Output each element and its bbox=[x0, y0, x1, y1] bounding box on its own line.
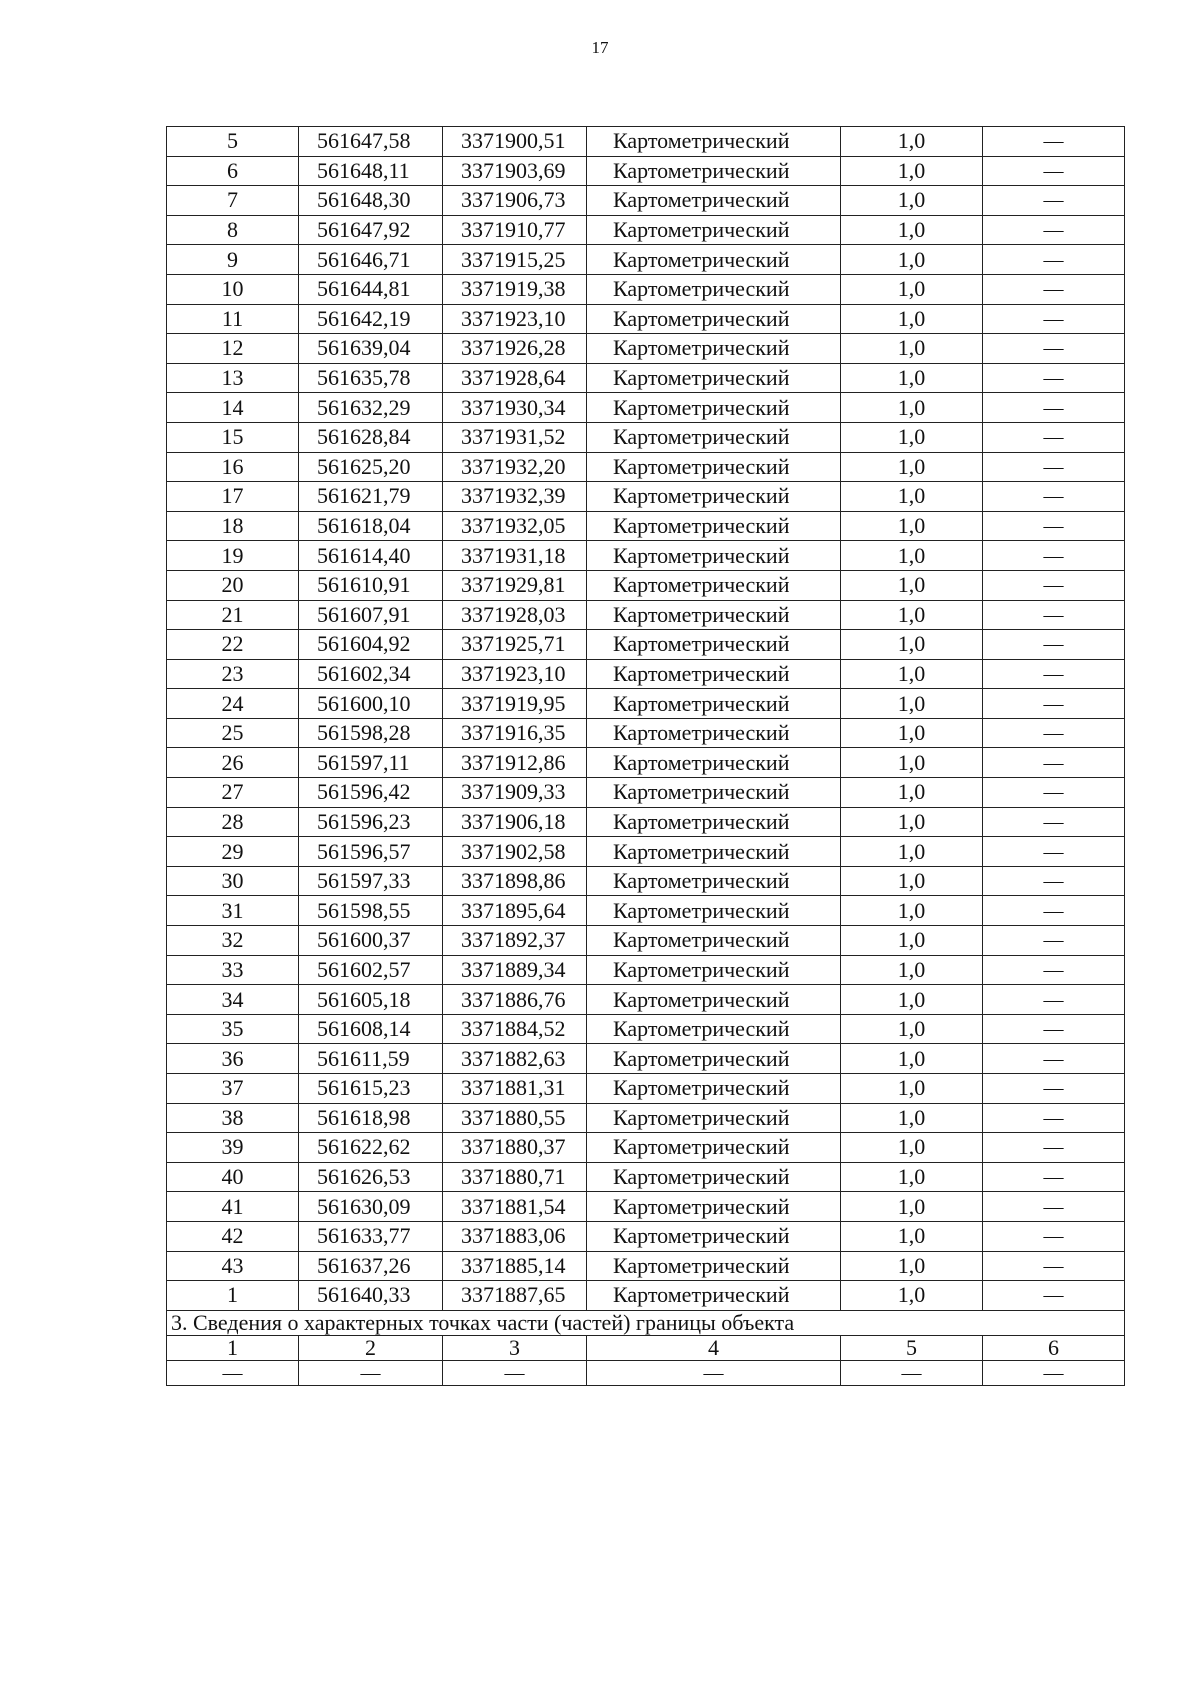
accuracy-cell: 1,0 bbox=[841, 659, 983, 689]
table-row bbox=[167, 334, 1125, 364]
y-coordinate-cell: 3371929,81 bbox=[443, 570, 587, 600]
accuracy-cell: 1,0 bbox=[841, 1044, 983, 1074]
point-number-cell: 26 bbox=[167, 748, 299, 778]
table-row bbox=[167, 304, 1125, 334]
table-row bbox=[167, 541, 1125, 571]
table-row bbox=[167, 274, 1125, 304]
note-cell: — bbox=[983, 393, 1125, 423]
table-row bbox=[167, 748, 1125, 778]
y-coordinate-cell: 3371909,33 bbox=[443, 778, 587, 808]
table-row bbox=[167, 1162, 1125, 1192]
y-coordinate-cell: 3371931,52 bbox=[443, 422, 587, 452]
y-coordinate-cell: 3371925,71 bbox=[443, 630, 587, 660]
column-number-cell: 3 bbox=[443, 1335, 587, 1360]
table-row bbox=[167, 1103, 1125, 1133]
y-coordinate-cell: 3371882,63 bbox=[443, 1044, 587, 1074]
note-cell: — bbox=[983, 1044, 1125, 1074]
note-cell: — bbox=[983, 985, 1125, 1015]
y-coordinate-cell: 3371928,64 bbox=[443, 363, 587, 393]
point-number-cell: 40 bbox=[167, 1162, 299, 1192]
empty-cell: — bbox=[443, 1360, 587, 1385]
note-cell: — bbox=[983, 363, 1125, 393]
table-row bbox=[167, 452, 1125, 482]
x-coordinate-cell: 561600,10 bbox=[299, 689, 443, 719]
note-cell: — bbox=[983, 482, 1125, 512]
table-row bbox=[167, 186, 1125, 216]
method-cell: Картометрический bbox=[587, 926, 841, 956]
point-number-cell: 9 bbox=[167, 245, 299, 275]
y-coordinate-cell: 3371930,34 bbox=[443, 393, 587, 423]
note-cell: — bbox=[983, 541, 1125, 571]
method-cell: Картометрический bbox=[587, 215, 841, 245]
table-row bbox=[167, 1281, 1125, 1311]
table-row bbox=[167, 1192, 1125, 1222]
note-cell: — bbox=[983, 1221, 1125, 1251]
column-number-cell: 4 bbox=[587, 1335, 841, 1360]
accuracy-cell: 1,0 bbox=[841, 215, 983, 245]
method-cell: Картометрический bbox=[587, 541, 841, 571]
x-coordinate-cell: 561639,04 bbox=[299, 334, 443, 364]
method-cell: Картометрический bbox=[587, 1251, 841, 1281]
point-number-cell: 17 bbox=[167, 482, 299, 512]
accuracy-cell: 1,0 bbox=[841, 245, 983, 275]
accuracy-cell: 1,0 bbox=[841, 1074, 983, 1104]
point-number-cell: 24 bbox=[167, 689, 299, 719]
point-number-cell: 13 bbox=[167, 363, 299, 393]
method-cell: Картометрический bbox=[587, 1133, 841, 1163]
x-coordinate-cell: 561610,91 bbox=[299, 570, 443, 600]
method-cell: Картометрический bbox=[587, 1103, 841, 1133]
table-row bbox=[167, 422, 1125, 452]
x-coordinate-cell: 561621,79 bbox=[299, 482, 443, 512]
empty-cell: — bbox=[983, 1360, 1125, 1385]
note-cell: — bbox=[983, 630, 1125, 660]
note-cell: — bbox=[983, 1281, 1125, 1311]
note-cell: — bbox=[983, 334, 1125, 364]
accuracy-cell: 1,0 bbox=[841, 896, 983, 926]
x-coordinate-cell: 561633,77 bbox=[299, 1221, 443, 1251]
accuracy-cell: 1,0 bbox=[841, 630, 983, 660]
point-number-cell: 32 bbox=[167, 926, 299, 956]
method-cell: Картометрический bbox=[587, 482, 841, 512]
note-cell: — bbox=[983, 570, 1125, 600]
y-coordinate-cell: 3371906,18 bbox=[443, 807, 587, 837]
empty-cell: — bbox=[587, 1360, 841, 1385]
method-cell: Картометрический bbox=[587, 156, 841, 186]
point-number-cell: 42 bbox=[167, 1221, 299, 1251]
x-coordinate-cell: 561622,62 bbox=[299, 1133, 443, 1163]
point-number-cell: 12 bbox=[167, 334, 299, 364]
method-cell: Картометрический bbox=[587, 1162, 841, 1192]
x-coordinate-cell: 561644,81 bbox=[299, 274, 443, 304]
point-number-cell: 28 bbox=[167, 807, 299, 837]
note-cell: — bbox=[983, 748, 1125, 778]
coordinates-table bbox=[166, 126, 1125, 1386]
accuracy-cell: 1,0 bbox=[841, 718, 983, 748]
accuracy-cell: 1,0 bbox=[841, 866, 983, 896]
note-cell: — bbox=[983, 1192, 1125, 1222]
note-cell: — bbox=[983, 511, 1125, 541]
table-row bbox=[167, 1074, 1125, 1104]
note-cell: — bbox=[983, 274, 1125, 304]
x-coordinate-cell: 561600,37 bbox=[299, 926, 443, 956]
method-cell: Картометрический bbox=[587, 689, 841, 719]
x-coordinate-cell: 561632,29 bbox=[299, 393, 443, 423]
accuracy-cell: 1,0 bbox=[841, 1281, 983, 1311]
note-cell: — bbox=[983, 1133, 1125, 1163]
empty-cell: — bbox=[841, 1360, 983, 1385]
point-number-cell: 31 bbox=[167, 896, 299, 926]
table-row bbox=[167, 896, 1125, 926]
x-coordinate-cell: 561615,23 bbox=[299, 1074, 443, 1104]
x-coordinate-cell: 561637,26 bbox=[299, 1251, 443, 1281]
accuracy-cell: 1,0 bbox=[841, 1133, 983, 1163]
x-coordinate-cell: 561597,11 bbox=[299, 748, 443, 778]
accuracy-cell: 1,0 bbox=[841, 837, 983, 867]
note-cell: — bbox=[983, 1103, 1125, 1133]
y-coordinate-cell: 3371928,03 bbox=[443, 600, 587, 630]
x-coordinate-cell: 561626,53 bbox=[299, 1162, 443, 1192]
accuracy-cell: 1,0 bbox=[841, 1103, 983, 1133]
method-cell: Картометрический bbox=[587, 393, 841, 423]
y-coordinate-cell: 3371880,55 bbox=[443, 1103, 587, 1133]
x-coordinate-cell: 561635,78 bbox=[299, 363, 443, 393]
point-number-cell: 11 bbox=[167, 304, 299, 334]
y-coordinate-cell: 3371886,76 bbox=[443, 985, 587, 1015]
accuracy-cell: 1,0 bbox=[841, 452, 983, 482]
y-coordinate-cell: 3371885,14 bbox=[443, 1251, 587, 1281]
y-coordinate-cell: 3371919,95 bbox=[443, 689, 587, 719]
note-cell: — bbox=[983, 837, 1125, 867]
x-coordinate-cell: 561598,28 bbox=[299, 718, 443, 748]
x-coordinate-cell: 561647,58 bbox=[299, 127, 443, 157]
point-number-cell: 20 bbox=[167, 570, 299, 600]
point-number-cell: 14 bbox=[167, 393, 299, 423]
point-number-cell: 43 bbox=[167, 1251, 299, 1281]
method-cell: Картометрический bbox=[587, 127, 841, 157]
point-number-cell: 10 bbox=[167, 274, 299, 304]
table-row bbox=[167, 215, 1125, 245]
accuracy-cell: 1,0 bbox=[841, 985, 983, 1015]
accuracy-cell: 1,0 bbox=[841, 1014, 983, 1044]
y-coordinate-cell: 3371926,28 bbox=[443, 334, 587, 364]
table-row bbox=[167, 1014, 1125, 1044]
note-cell: — bbox=[983, 186, 1125, 216]
y-coordinate-cell: 3371923,10 bbox=[443, 659, 587, 689]
note-cell: — bbox=[983, 718, 1125, 748]
x-coordinate-cell: 561648,11 bbox=[299, 156, 443, 186]
method-cell: Картометрический bbox=[587, 570, 841, 600]
accuracy-cell: 1,0 bbox=[841, 1192, 983, 1222]
accuracy-cell: 1,0 bbox=[841, 748, 983, 778]
note-cell: — bbox=[983, 127, 1125, 157]
point-number-cell: 8 bbox=[167, 215, 299, 245]
table-row bbox=[167, 570, 1125, 600]
point-number-cell: 6 bbox=[167, 156, 299, 186]
point-number-cell: 34 bbox=[167, 985, 299, 1015]
accuracy-cell: 1,0 bbox=[841, 1221, 983, 1251]
x-coordinate-cell: 561630,09 bbox=[299, 1192, 443, 1222]
method-cell: Картометрический bbox=[587, 511, 841, 541]
x-coordinate-cell: 561640,33 bbox=[299, 1281, 443, 1311]
accuracy-cell: 1,0 bbox=[841, 156, 983, 186]
x-coordinate-cell: 561596,57 bbox=[299, 837, 443, 867]
note-cell: — bbox=[983, 896, 1125, 926]
accuracy-cell: 1,0 bbox=[841, 807, 983, 837]
point-number-cell: 38 bbox=[167, 1103, 299, 1133]
method-cell: Картометрический bbox=[587, 1192, 841, 1222]
method-cell: Картометрический bbox=[587, 985, 841, 1015]
y-coordinate-cell: 3371931,18 bbox=[443, 541, 587, 571]
y-coordinate-cell: 3371919,38 bbox=[443, 274, 587, 304]
accuracy-cell: 1,0 bbox=[841, 127, 983, 157]
x-coordinate-cell: 561604,92 bbox=[299, 630, 443, 660]
note-cell: — bbox=[983, 807, 1125, 837]
point-number-cell: 16 bbox=[167, 452, 299, 482]
y-coordinate-cell: 3371910,77 bbox=[443, 215, 587, 245]
table-row bbox=[167, 837, 1125, 867]
x-coordinate-cell: 561618,04 bbox=[299, 511, 443, 541]
method-cell: Картометрический bbox=[587, 807, 841, 837]
y-coordinate-cell: 3371881,31 bbox=[443, 1074, 587, 1104]
table-row bbox=[167, 1221, 1125, 1251]
method-cell: Картометрический bbox=[587, 1014, 841, 1044]
method-cell: Картометрический bbox=[587, 837, 841, 867]
note-cell: — bbox=[983, 245, 1125, 275]
point-number-cell: 29 bbox=[167, 837, 299, 867]
accuracy-cell: 1,0 bbox=[841, 304, 983, 334]
x-coordinate-cell: 561602,57 bbox=[299, 955, 443, 985]
y-coordinate-cell: 3371906,73 bbox=[443, 186, 587, 216]
accuracy-cell: 1,0 bbox=[841, 334, 983, 364]
method-cell: Картометрический bbox=[587, 334, 841, 364]
table-row bbox=[167, 659, 1125, 689]
accuracy-cell: 1,0 bbox=[841, 955, 983, 985]
y-coordinate-cell: 3371932,39 bbox=[443, 482, 587, 512]
method-cell: Картометрический bbox=[587, 748, 841, 778]
accuracy-cell: 1,0 bbox=[841, 600, 983, 630]
x-coordinate-cell: 561596,23 bbox=[299, 807, 443, 837]
y-coordinate-cell: 3371881,54 bbox=[443, 1192, 587, 1222]
method-cell: Картометрический bbox=[587, 1221, 841, 1251]
y-coordinate-cell: 3371880,71 bbox=[443, 1162, 587, 1192]
point-number-cell: 35 bbox=[167, 1014, 299, 1044]
accuracy-cell: 1,0 bbox=[841, 926, 983, 956]
note-cell: — bbox=[983, 600, 1125, 630]
note-cell: — bbox=[983, 1014, 1125, 1044]
table-row bbox=[167, 955, 1125, 985]
x-coordinate-cell: 561602,34 bbox=[299, 659, 443, 689]
point-number-cell: 22 bbox=[167, 630, 299, 660]
table-row bbox=[167, 778, 1125, 808]
method-cell: Картометрический bbox=[587, 955, 841, 985]
method-cell: Картометрический bbox=[587, 363, 841, 393]
method-cell: Картометрический bbox=[587, 778, 841, 808]
table-row bbox=[167, 363, 1125, 393]
y-coordinate-cell: 3371880,37 bbox=[443, 1133, 587, 1163]
point-number-cell: 25 bbox=[167, 718, 299, 748]
method-cell: Картометрический bbox=[587, 866, 841, 896]
x-coordinate-cell: 561605,18 bbox=[299, 985, 443, 1015]
note-cell: — bbox=[983, 778, 1125, 808]
accuracy-cell: 1,0 bbox=[841, 1162, 983, 1192]
accuracy-cell: 1,0 bbox=[841, 1251, 983, 1281]
table-row bbox=[167, 1251, 1125, 1281]
y-coordinate-cell: 3371898,86 bbox=[443, 866, 587, 896]
note-cell: — bbox=[983, 422, 1125, 452]
accuracy-cell: 1,0 bbox=[841, 778, 983, 808]
method-cell: Картометрический bbox=[587, 1281, 841, 1311]
x-coordinate-cell: 561596,42 bbox=[299, 778, 443, 808]
accuracy-cell: 1,0 bbox=[841, 186, 983, 216]
note-cell: — bbox=[983, 689, 1125, 719]
table-row bbox=[167, 156, 1125, 186]
accuracy-cell: 1,0 bbox=[841, 541, 983, 571]
note-cell: — bbox=[983, 659, 1125, 689]
method-cell: Картометрический bbox=[587, 422, 841, 452]
y-coordinate-cell: 3371916,35 bbox=[443, 718, 587, 748]
table-row bbox=[167, 600, 1125, 630]
x-coordinate-cell: 561625,20 bbox=[299, 452, 443, 482]
note-cell: — bbox=[983, 452, 1125, 482]
method-cell: Картометрический bbox=[587, 304, 841, 334]
point-number-cell: 39 bbox=[167, 1133, 299, 1163]
y-coordinate-cell: 3371932,05 bbox=[443, 511, 587, 541]
point-number-cell: 5 bbox=[167, 127, 299, 157]
note-cell: — bbox=[983, 156, 1125, 186]
point-number-cell: 1 bbox=[167, 1281, 299, 1311]
table-row bbox=[167, 1044, 1125, 1074]
y-coordinate-cell: 3371883,06 bbox=[443, 1221, 587, 1251]
accuracy-cell: 1,0 bbox=[841, 363, 983, 393]
table-row bbox=[167, 630, 1125, 660]
note-cell: — bbox=[983, 215, 1125, 245]
method-cell: Картометрический bbox=[587, 1044, 841, 1074]
note-cell: — bbox=[983, 304, 1125, 334]
point-number-cell: 33 bbox=[167, 955, 299, 985]
x-coordinate-cell: 561647,92 bbox=[299, 215, 443, 245]
column-number-cell: 6 bbox=[983, 1335, 1125, 1360]
accuracy-cell: 1,0 bbox=[841, 482, 983, 512]
accuracy-cell: 1,0 bbox=[841, 570, 983, 600]
method-cell: Картометрический bbox=[587, 186, 841, 216]
point-number-cell: 19 bbox=[167, 541, 299, 571]
accuracy-cell: 1,0 bbox=[841, 511, 983, 541]
point-number-cell: 37 bbox=[167, 1074, 299, 1104]
section-3-title-row bbox=[167, 1310, 1125, 1335]
table-row bbox=[167, 985, 1125, 1015]
x-coordinate-cell: 561618,98 bbox=[299, 1103, 443, 1133]
y-coordinate-cell: 3371903,69 bbox=[443, 156, 587, 186]
method-cell: Картометрический bbox=[587, 274, 841, 304]
y-coordinate-cell: 3371889,34 bbox=[443, 955, 587, 985]
x-coordinate-cell: 561611,59 bbox=[299, 1044, 443, 1074]
note-cell: — bbox=[983, 1074, 1125, 1104]
x-coordinate-cell: 561642,19 bbox=[299, 304, 443, 334]
point-number-cell: 18 bbox=[167, 511, 299, 541]
point-number-cell: 15 bbox=[167, 422, 299, 452]
point-number-cell: 23 bbox=[167, 659, 299, 689]
point-number-cell: 41 bbox=[167, 1192, 299, 1222]
empty-cell: — bbox=[299, 1360, 443, 1385]
x-coordinate-cell: 561628,84 bbox=[299, 422, 443, 452]
y-coordinate-cell: 3371912,86 bbox=[443, 748, 587, 778]
y-coordinate-cell: 3371900,51 bbox=[443, 127, 587, 157]
accuracy-cell: 1,0 bbox=[841, 422, 983, 452]
points-table-body bbox=[167, 127, 1125, 1311]
column-number-cell: 5 bbox=[841, 1335, 983, 1360]
y-coordinate-cell: 3371923,10 bbox=[443, 304, 587, 334]
table-row bbox=[167, 689, 1125, 719]
table-row bbox=[167, 866, 1125, 896]
method-cell: Картометрический bbox=[587, 600, 841, 630]
page-number: 17 bbox=[591, 38, 609, 57]
table-row bbox=[167, 926, 1125, 956]
table-row bbox=[167, 511, 1125, 541]
table-row bbox=[167, 1133, 1125, 1163]
column-number-cell: 2 bbox=[299, 1335, 443, 1360]
x-coordinate-cell: 561646,71 bbox=[299, 245, 443, 275]
method-cell: Картометрический bbox=[587, 659, 841, 689]
point-number-cell: 36 bbox=[167, 1044, 299, 1074]
point-number-cell: 7 bbox=[167, 186, 299, 216]
table-row bbox=[167, 482, 1125, 512]
point-number-cell: 27 bbox=[167, 778, 299, 808]
note-cell: — bbox=[983, 926, 1125, 956]
y-coordinate-cell: 3371902,58 bbox=[443, 837, 587, 867]
y-coordinate-cell: 3371915,25 bbox=[443, 245, 587, 275]
section-3-empty-row bbox=[167, 1360, 1125, 1385]
x-coordinate-cell: 561614,40 bbox=[299, 541, 443, 571]
x-coordinate-cell: 561607,91 bbox=[299, 600, 443, 630]
table-row bbox=[167, 718, 1125, 748]
method-cell: Картометрический bbox=[587, 452, 841, 482]
note-cell: — bbox=[983, 866, 1125, 896]
note-cell: — bbox=[983, 955, 1125, 985]
method-cell: Картометрический bbox=[587, 896, 841, 926]
x-coordinate-cell: 561648,30 bbox=[299, 186, 443, 216]
y-coordinate-cell: 3371932,20 bbox=[443, 452, 587, 482]
accuracy-cell: 1,0 bbox=[841, 393, 983, 423]
note-cell: — bbox=[983, 1162, 1125, 1192]
accuracy-cell: 1,0 bbox=[841, 689, 983, 719]
method-cell: Картометрический bbox=[587, 718, 841, 748]
section-3-column-numbers-row bbox=[167, 1335, 1125, 1360]
method-cell: Картометрический bbox=[587, 630, 841, 660]
column-number-cell: 1 bbox=[167, 1335, 299, 1360]
x-coordinate-cell: 561597,33 bbox=[299, 866, 443, 896]
note-cell: — bbox=[983, 1251, 1125, 1281]
table-row bbox=[167, 127, 1125, 157]
point-number-cell: 30 bbox=[167, 866, 299, 896]
table-row bbox=[167, 245, 1125, 275]
point-number-cell: 21 bbox=[167, 600, 299, 630]
method-cell: Картометрический bbox=[587, 1074, 841, 1104]
empty-cell: — bbox=[167, 1360, 299, 1385]
table-row bbox=[167, 807, 1125, 837]
accuracy-cell: 1,0 bbox=[841, 274, 983, 304]
table-row bbox=[167, 393, 1125, 423]
y-coordinate-cell: 3371884,52 bbox=[443, 1014, 587, 1044]
y-coordinate-cell: 3371895,64 bbox=[443, 896, 587, 926]
y-coordinate-cell: 3371887,65 bbox=[443, 1281, 587, 1311]
method-cell: Картометрический bbox=[587, 245, 841, 275]
x-coordinate-cell: 561598,55 bbox=[299, 896, 443, 926]
y-coordinate-cell: 3371892,37 bbox=[443, 926, 587, 956]
section-3-title: 3. Сведения о характерных точках части (частей) границы объекта bbox=[167, 1310, 1125, 1335]
x-coordinate-cell: 561608,14 bbox=[299, 1014, 443, 1044]
